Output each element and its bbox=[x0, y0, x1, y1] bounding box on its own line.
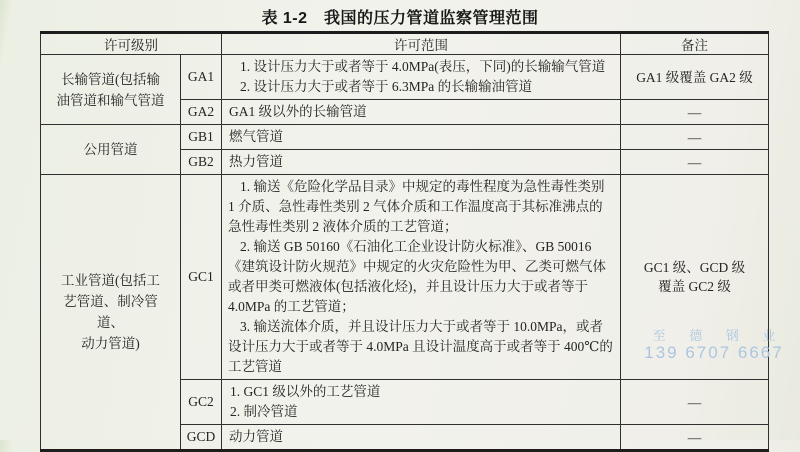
category-cell-industrial bbox=[41, 175, 181, 451]
scope-item: 1. GC1 级以外的工艺管道 bbox=[230, 384, 381, 399]
category-line: 动力管道) bbox=[81, 336, 140, 351]
table-row-gc1 bbox=[41, 175, 769, 380]
page-title: 表 1-2 我国的压力管道监察管理范围 bbox=[261, 10, 539, 27]
remark-line: 覆盖 GC2 级 bbox=[658, 279, 731, 294]
category-line: 艺管道、制冷管道、 bbox=[63, 294, 158, 330]
grade-cell-ga2: GA2 bbox=[181, 100, 222, 125]
header-permit-level: 许可级别 bbox=[41, 33, 222, 55]
scope-cell-ga2: GA1 级以外的长输管道 bbox=[222, 100, 621, 125]
remark-cell-gcd: — bbox=[621, 425, 769, 451]
category-line: 公用管道 bbox=[83, 142, 138, 157]
category-cell-public bbox=[41, 125, 181, 175]
scope-item: 3. 输送流体介质，并且设计压力大于或者等于 10.0MPa，或者设计压力大于或者等于 4.0MPa 且设计温度高于或者等于 400℃的工艺管道 bbox=[228, 319, 613, 374]
category-line: 工业管道(包括工 bbox=[61, 273, 160, 288]
table-header-row bbox=[41, 33, 769, 55]
remark-line: GC1 级、GCD 级 bbox=[643, 260, 746, 275]
grade-cell-gc2: GC2 bbox=[181, 380, 222, 425]
scope-cell-ga1 bbox=[222, 55, 621, 100]
scope-cell-gc2 bbox=[222, 380, 621, 425]
scope-cell-gcd: 动力管道 bbox=[222, 425, 621, 451]
watermark-phone-number: 139 6707 6667 bbox=[644, 343, 784, 362]
remark-cell-ga2: — bbox=[621, 100, 769, 125]
scope-item: 2. 设计压力大于或者等于 6.3MPa 的长输输油管道 bbox=[240, 79, 533, 94]
scope-item: 2. 制冷管道 bbox=[230, 404, 298, 419]
remark-cell-gb2: — bbox=[621, 150, 769, 175]
grade-cell-gcd: GCD bbox=[181, 425, 222, 451]
category-line: 油管道和输气管道 bbox=[56, 92, 165, 108]
scope-item: 2. 输送 GB 50160《石油化工企业设计防火标准》、GB 50016《建筑设计防火规范》中规定的火灾危险性为甲、乙类可燃气体或者甲类可燃液体(包括液化烃)，并且设计压力大于或者等于 4.0MPa 的工艺管道； bbox=[228, 239, 606, 314]
scope-item: 1. 设计压力大于或者等于 4.0MPa(表压，下同)的长输输气管道 bbox=[240, 59, 606, 74]
scope-cell-gb1: 燃气管道 bbox=[222, 125, 621, 150]
header-permit-scope: 许可范围 bbox=[222, 33, 621, 55]
grade-cell-gb2: GB2 bbox=[181, 150, 222, 175]
category-line: 长输管道(包括输 bbox=[61, 71, 160, 87]
remark-cell-ga1: GA1 级覆盖 GA2 级 bbox=[621, 55, 769, 100]
grade-cell-gc1: GC1 bbox=[181, 175, 222, 380]
remark-cell-gb1: — bbox=[621, 125, 769, 150]
grade-cell-ga1: GA1 bbox=[181, 55, 222, 100]
table-row-ga1 bbox=[41, 55, 769, 100]
header-remarks: 备注 bbox=[621, 33, 769, 55]
remark-cell-gc1 bbox=[621, 175, 769, 380]
category-cell-long-distance bbox=[41, 55, 181, 125]
table-row-gb1 bbox=[41, 125, 769, 150]
scope-cell-gc1 bbox=[222, 175, 621, 380]
watermark-company-name: 至 德 钢 业 bbox=[652, 328, 786, 343]
grade-cell-gb1: GB1 bbox=[181, 125, 222, 150]
remark-cell-gc2: — bbox=[621, 380, 769, 425]
scope-item: 1. 输送《危险化学品目录》中规定的毒性程度为急性毒性类别 1 介质、急性毒性类别 2 气体介质和工作温度高于其标准沸点的急性毒性类别 2 液体介质的工艺管道； bbox=[228, 179, 605, 234]
scope-cell-gb2: 热力管道 bbox=[222, 150, 621, 175]
pressure-pipeline-table bbox=[40, 31, 769, 452]
